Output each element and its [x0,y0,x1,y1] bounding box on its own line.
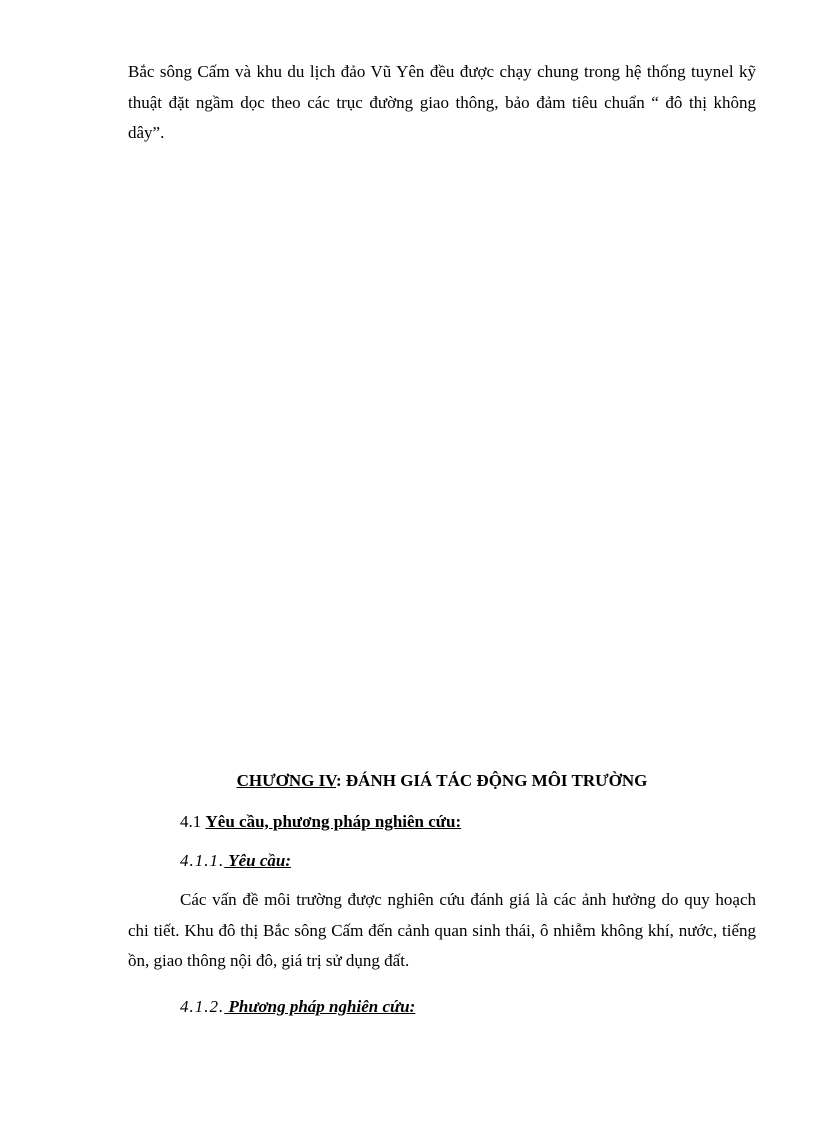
section-4-1-2-number: 4.1.2. [180,997,225,1016]
requirements-paragraph: Các vấn đề môi trường được nghiên cứu đánh giá là các ảnh hưởng do quy hoạch chi tiết. Khu đô thị Bắc sông Cấm đến cảnh quan sinh thái, ô nhiễm không khí, nước, tiếng ồn, giao thông nội đô, giá trị sử dụng đất. [128,890,756,970]
chapter-label: CHƯƠNG IV [236,771,336,790]
section-4-1-2-title: Phương pháp nghiên cứu: [224,997,416,1016]
intro-paragraph: Bắc sông Cấm và khu du lịch đảo Vũ Yên đều được chạy chung trong hệ thống tuynel kỹ thuật đặt ngầm dọc theo các trục đường giao thông, bảo đảm tiêu chuẩn “ đô thị không dây”. [128,62,756,142]
section-4-1-heading [180,809,461,835]
section-4-1-1-title: Yêu cầu: [224,851,291,870]
section-4-1-1-heading [180,848,291,874]
chapter-title [128,768,756,794]
section-4-1-1-number: 4.1.1. [180,851,225,870]
chapter-title-text: ĐÁNH GIÁ TÁC ĐỘNG MÔI TRƯỜNG [341,771,648,790]
section-4-1-2-heading [180,994,415,1020]
section-4-1-number: 4.1 [180,812,206,831]
section-4-1-title: Yêu cầu, phương pháp nghiên cứu: [205,812,462,831]
chapter-separator: : [335,771,342,790]
